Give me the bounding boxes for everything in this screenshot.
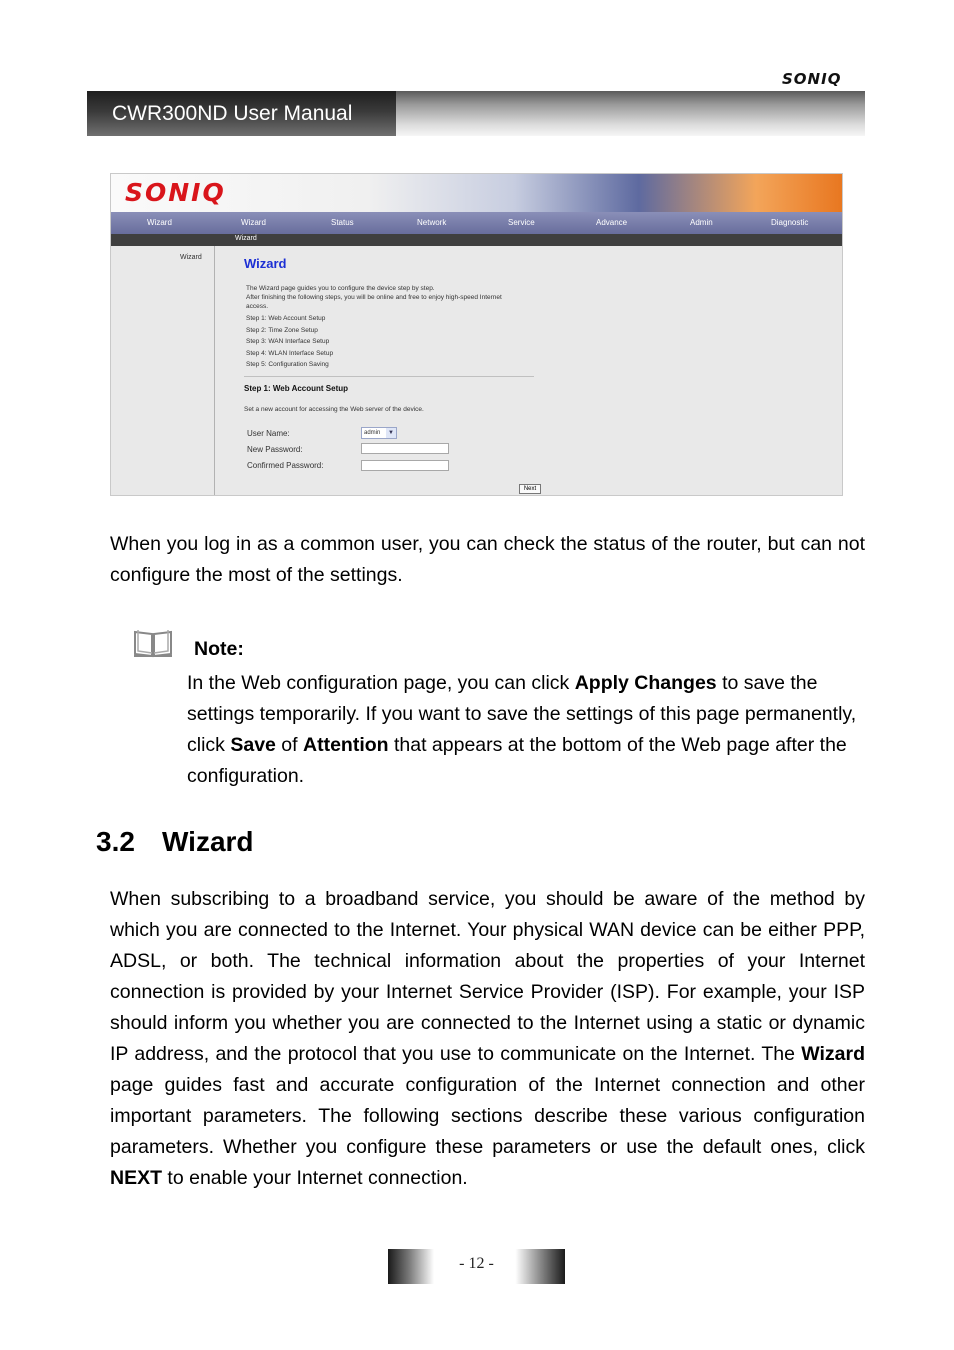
apply-changes-term: Apply Changes: [574, 672, 717, 694]
wizard-term: Wizard: [801, 1043, 865, 1065]
new-password-label: New Password:: [247, 445, 303, 454]
nav-advance[interactable]: Advance: [596, 218, 628, 227]
user-name-value: admin: [364, 430, 381, 436]
sidebar-item-wizard[interactable]: Wizard: [180, 254, 202, 261]
nav-admin[interactable]: Admin: [690, 218, 713, 227]
confirmed-password-field[interactable]: [361, 460, 449, 471]
body-paragraph: When subscribing to a broadband service, you should be aware of the method by which you are connected to the Internet. Your physical WAN device can be either PPP, ADSL, or both. The technical information about the properties of your Internet connection is provided by your Internet Service Provider (ISP). For example, your ISP should inform you whether you are connected to the Internet using a static or dynamic IP address, and the protocol that you use to communicate on the Internet. The Wizard page guides fast and accurate configuration of the Internet connection and other important parameters. The following sections describe these various configuration parameters. Whether you configure these parameters or use the default ones, click NEXT to enable your Internet connection.: [110, 888, 865, 1189]
wizard-intro-line-2: After finishing the following steps, you will be online and free to enjoy high-speed Internet: [246, 294, 502, 301]
chevron-down-icon: ▼: [386, 428, 396, 438]
nav-service[interactable]: Service: [508, 218, 535, 227]
wizard-step-3: Step 3: WAN Interface Setup: [246, 338, 330, 345]
step-description: Set a new account for accessing the Web server of the device.: [244, 406, 424, 413]
next-term: NEXT: [110, 1167, 163, 1189]
manual-title: CWR300ND User Manual: [112, 102, 353, 125]
nav-network[interactable]: Network: [417, 218, 447, 227]
intro-paragraph: When you log in as a common user, you can check the status of the router, but can not configure the most of the settings.: [110, 533, 865, 586]
note-body: In the Web configuration page, you can click Apply Changes to save the settings temporarily. If you want to save the settings of this page permanently, click Save of Attention that appears at the bottom of the Web page after the configuration.: [187, 672, 857, 787]
save-term: Save: [230, 734, 276, 756]
wizard-step-1: Step 1: Web Account Setup: [246, 315, 326, 322]
wizard-intro-line-3: access.: [246, 303, 269, 310]
page-number: - 12 -: [459, 1255, 494, 1272]
router-screenshot: [110, 173, 843, 496]
wizard-title: Wizard: [244, 256, 287, 271]
section-number: 3.2: [96, 826, 135, 857]
confirmed-password-label: Confirmed Password:: [247, 461, 324, 470]
section-heading: [96, 826, 254, 858]
router-sub-bar: [111, 234, 843, 246]
book-icon: [133, 628, 173, 658]
section-title: Wizard: [162, 826, 254, 857]
wizard-separator: [244, 376, 534, 377]
sub-nav-label[interactable]: Wizard: [235, 235, 257, 242]
wizard-step-2: Step 2: Time Zone Setup: [246, 327, 318, 334]
router-nav-bar: [111, 212, 843, 234]
step-heading: Step 1: Web Account Setup: [244, 384, 349, 393]
nav-wizard-active[interactable]: Wizard: [147, 218, 172, 227]
nav-wizard[interactable]: Wizard: [241, 218, 266, 227]
user-name-select[interactable]: [361, 427, 397, 439]
wizard-step-5: Step 5: Configuration Saving: [246, 361, 329, 368]
attention-term: Attention: [303, 734, 389, 756]
router-sidebar-divider: [214, 246, 215, 496]
next-button[interactable]: Next: [519, 484, 541, 494]
new-password-field[interactable]: [361, 443, 449, 454]
note-label: Note:: [194, 638, 244, 660]
router-logo: SONIQ: [125, 178, 226, 207]
wizard-step-4: Step 4: WLAN Interface Setup: [246, 350, 334, 357]
nav-diagnostic[interactable]: Diagnostic: [771, 218, 809, 227]
user-name-label: User Name:: [247, 429, 290, 438]
brand-logo: SONIQ: [782, 70, 842, 88]
wizard-intro-line-1: The Wizard page guides you to configure the device step by step.: [246, 285, 435, 292]
nav-status[interactable]: Status: [331, 218, 354, 227]
